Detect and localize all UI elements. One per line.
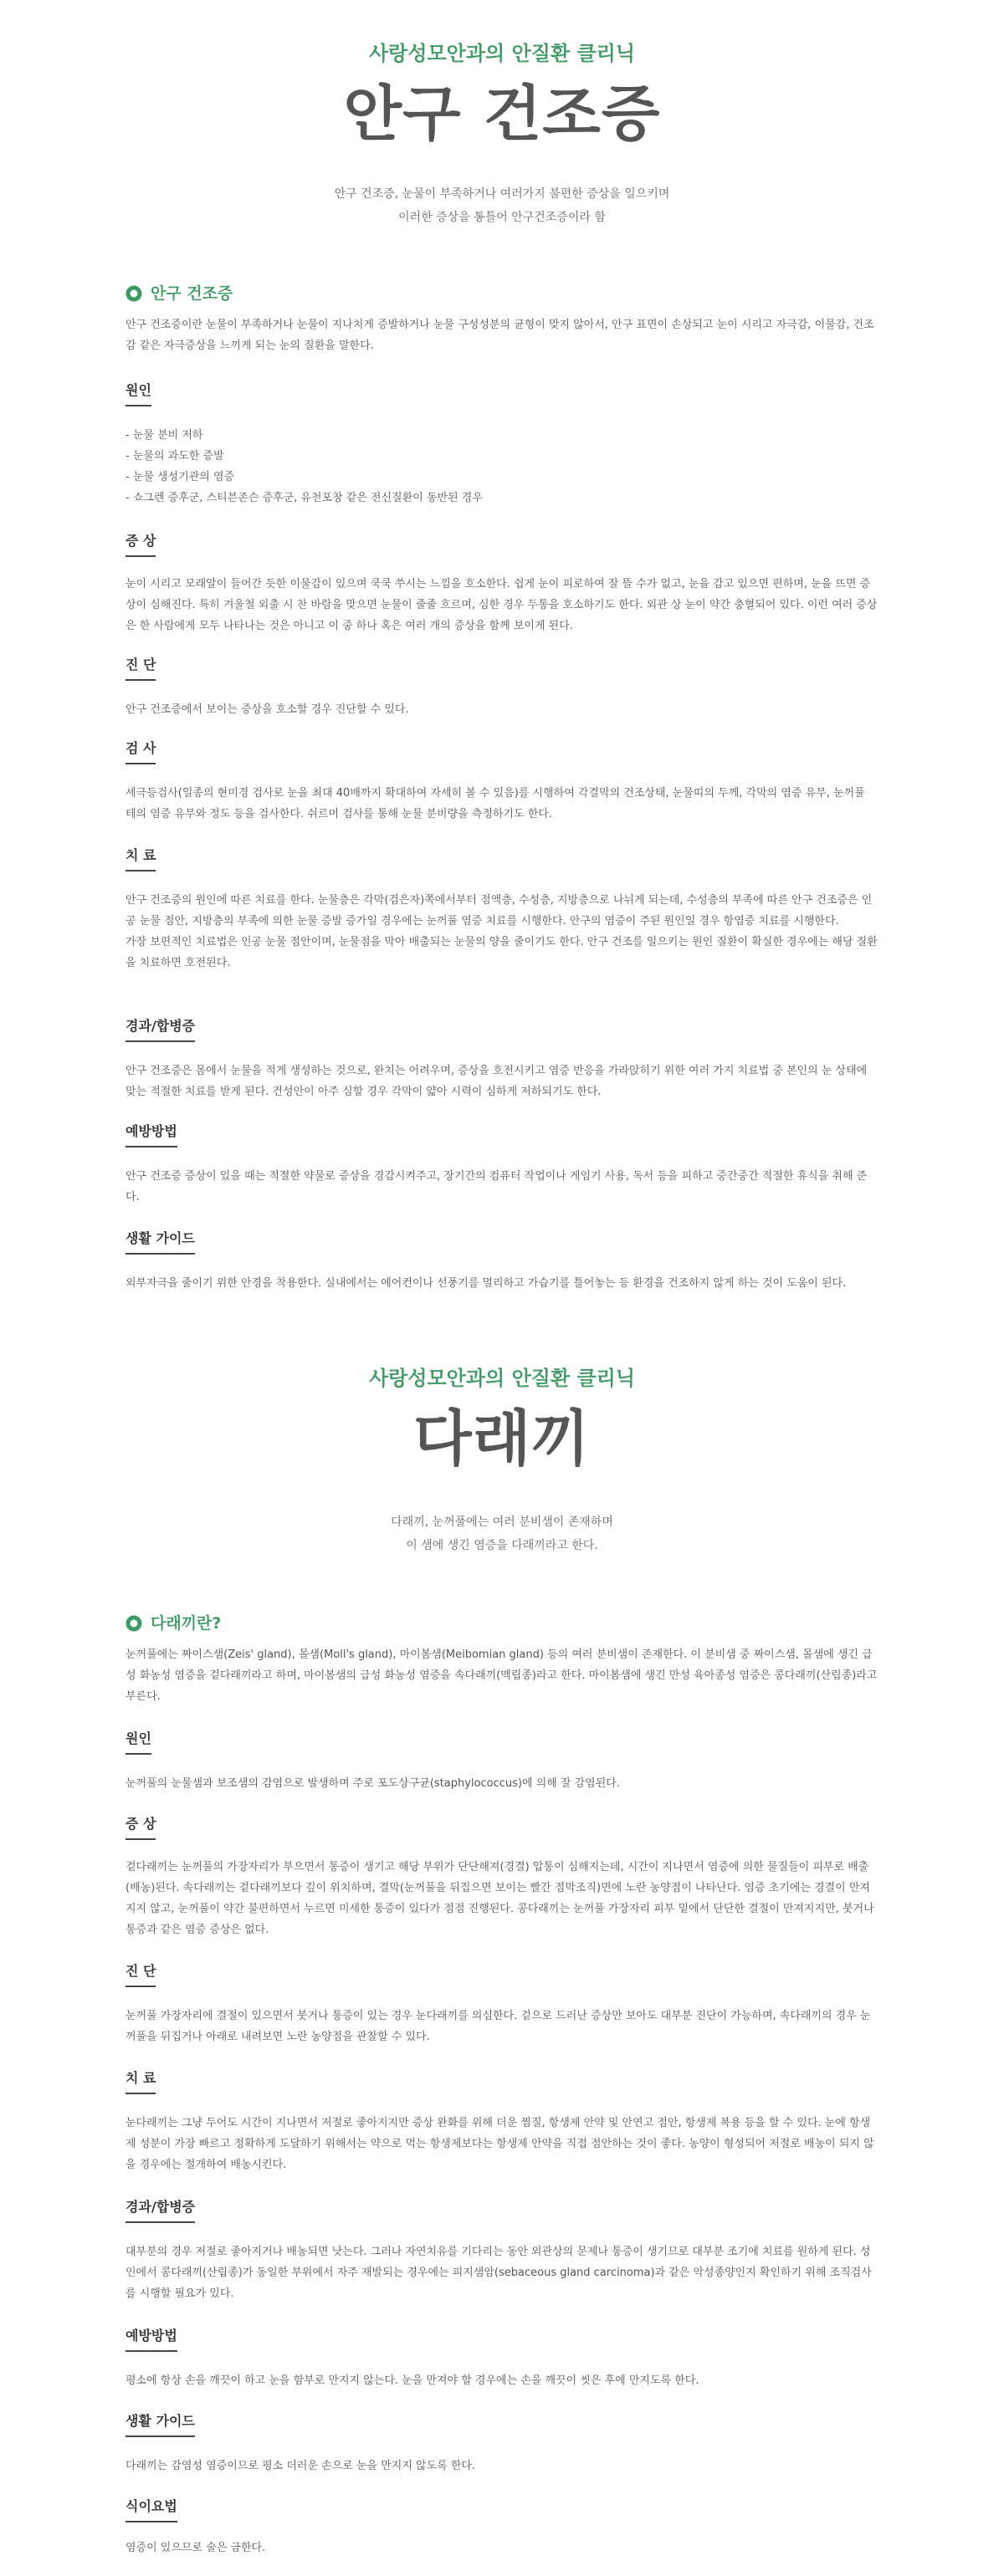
dry-eye-content [126, 281, 878, 1301]
hero-title: 다래끼 [413, 1403, 591, 1474]
guide-text: 외부자극을 줄이기 위한 안경을 착용한다. 실내에서는 에어컨이나 선풍기를 멀리하고 가습기를 틀어놓는 등 환경을 건조하지 않게 하는 것이 도움이 된다. [126, 1277, 847, 1290]
hero-desc-line2: 이 샘에 생긴 염증을 다래끼라고 한다. [406, 1539, 598, 1552]
hero-title: 안구 건조증 [343, 79, 661, 149]
green-ring-icon [126, 285, 142, 302]
section-heading-text: 다래끼란? [151, 1614, 222, 1633]
symptom-text: 겉다래끼는 눈꺼풀의 가장자리가 부으면서 통증이 생기고 해당 부위가 단단해져(경결) 압통이 심해지는데, 시간이 지나면서 염증에 의한 물질들이 피부로 배출(배농)된다. 속다래끼는 겉다래끼보다 깊이 위치하며, 결막(눈꺼풀을 뒤집으면 보이는 빨간 점막조직)면에 노란 농양점이 나타난다. 염증 초기에는 경결이 만져지지 않고, 눈꺼풀이 약간 불편하면서 누르면 미세한 통증이 있다가 점점 진행된다. 콩다래끼는 눈꺼풀 가장자리 피부 밑에서 단단한 결절이 만져지지만, 붓거나 통증과 같은 염증 증상은 없다. [126, 1861, 874, 1936]
symptom-text: 눈이 시리고 모래알이 들어간 듯한 이물감이 있으며 쿡쿡 쑤시는 느낌을 호소한다. 쉽게 눈이 피로하여 잘 뜰 수가 없고, 눈을 감고 있으면 편하며, 눈을 뜨면 증상이 심해진다. 특히 겨울철 외출 시 찬 바람을 맞으면 눈물이 줄줄 흐르며, 심한 경우 두통을 호소하기도 한다. 외관 상 눈이 약간 충혈되어 있다. 이런 여러 증상은 한 사람에게 모두 나타나는 것은 아니고 이 중 하나 혹은 여러 개의 증상을 함께 보이게 된다. [126, 578, 878, 632]
section-heading [126, 281, 878, 306]
section-heading-text: 안구 건조증 [151, 284, 233, 303]
prevention-heading: 예방방법 [126, 2327, 177, 2352]
list-item: - 눈물의 과도한 증발 [126, 450, 224, 463]
guide-heading: 생활 가이드 [126, 1229, 195, 1255]
diet-text: 염증이 있으므로 술은 금한다. [126, 2542, 266, 2554]
hero-subtitle: 사랑성모안과의 안질환 클리닉 [368, 1367, 636, 1390]
intro-text: 눈꺼풀에는 짜이스샘(Zeis' gland), 몰샘(Moll's gland), 마이봄샘(Meibomian gland) 등의 여러 분비샘이 존재한다. 이 분비샘 중 짜이스샘, 몰샘에 생긴 급성 화농성 염증을 겉다래끼라고 하며, 마이봄샘의 급성 화농성 염증을 속다래끼(맥립종)라고 한다. 마이봄샘에 생긴 만성 육아종성 염증은 콩다래끼(산립종)라고 부른다. [126, 1648, 878, 1703]
treatment-heading: 치 료 [126, 2069, 156, 2094]
prevention-text: 안구 건조증 증상이 있을 때는 적절한 약물로 증상을 경감시켜주고, 장기간의 컴퓨터 작업이나 게임기 사용, 독서 등을 피하고 중간중간 적절한 휴식을 취해 준다. [126, 1170, 868, 1204]
list-item: - 쇼그렌 증후군, 스티븐존슨 증후군, 유천포창 같은 전신질환이 동반된 경우 [126, 492, 483, 504]
stye-content [126, 1611, 878, 2556]
guide-text: 다래끼는 감염성 염증이므로 평소 더러운 손으로 눈을 만지지 않도록 한다. [126, 2460, 476, 2472]
diagnosis-heading: 진 단 [126, 656, 156, 681]
treatment-heading: 치 료 [126, 846, 156, 871]
cause-heading: 원인 [126, 381, 151, 406]
hero-desc-line1: 안구 건조증, 눈물이 부족하거나 여러가지 불편한 증상을 일으키며 [334, 187, 670, 201]
intro-text: 안구 건조증이란 눈물이 부족하거나 눈물이 지나치게 증발하거나 눈물 구성성분의 균형이 맞지 않아서, 안구 표면이 손상되고 눈이 시리고 자극감, 이물감, 건조감 같은 자극증상을 느끼게 되는 눈의 질환을 말한다. [126, 319, 874, 352]
list-item: - 눈물 생성기관의 염증 [126, 471, 235, 483]
cause-list [126, 425, 878, 509]
green-ring-icon [126, 1615, 142, 1632]
section-heading [126, 1611, 878, 1636]
course-heading: 경과/합병증 [126, 1017, 195, 1042]
exam-text: 세극등검사(일종의 현미경 검사로 눈을 최대 40배까지 확대하여 자세히 볼 수 있음)를 시행하여 각결막의 건조상태, 눈물띠의 두께, 각막의 염증 유무, 눈꺼풀 테의 염증 유무와 정도 등을 검사한다. 쉬르머 검사를 통해 눈물 분비량을 측정하기도 한다. [126, 787, 865, 820]
treatment-text: 눈다래끼는 그냥 두어도 시간이 지나면서 저절로 좋아지지만 증상 완화를 위해 더운 찜질, 항생제 안약 및 안연고 점안, 항생제 복용 등을 할 수 있다. 눈에 항생제 성분이 가장 빠르고 정확하게 도달하기 위해서는 약으로 먹는 항생제보다는 항생제 안약을 직접 점안하는 것이 좋다. 농양이 형성되어 저절로 배농이 되지 않을 경우에는 절개하여 배농시킨다. [126, 2117, 874, 2171]
course-text: 대부분의 경우 저절로 좋아지거나 배농되면 낫는다. 그러나 자연치유를 기다리는 동안 외관상의 문제나 통증이 생기므로 대부분 조기에 치료를 원하게 된다. 성인에서 콩다래끼(산립종)가 동일한 부위에서 자주 재발되는 경우에는 피지샘암(sebaceous gland carcinoma)과 같은 악성종양인지 확인하기 위해 조직검사를 시행할 필요가 있다. [126, 2246, 872, 2300]
treatment-text-1: 안구 건조증의 원인에 따른 치료를 한다. 눈물층은 각막(검은자)쪽에서부터 점액층, 수성층, 지방층으로 나뉘게 되는데, 수성층의 부족에 따른 안구 건조증은 인공 눈물 점안, 지방층의 부족에 의한 눈물 증발 증가일 경우에는 눈꺼풀 염증 치료를 시행한다. 안구의 염증이 주된 원인일 경우 항염증 치료를 시행한다. [126, 894, 873, 928]
cause-heading: 원인 [126, 1730, 151, 1755]
course-text: 안구 건조증은 몸에서 눈물을 적게 생성하는 것으로, 완치는 어려우며, 증상을 호전시키고 염증 반응을 가라앉히기 위한 여러 가지 치료법 중 본인의 눈 상태에 맞는 적절한 치료를 받게 된다. 건성안이 아주 심할 경우 각막이 얇아 시력이 심하게 저하되기도 한다. [126, 1065, 868, 1098]
hero-dry-eye [126, 40, 878, 229]
hero-desc-line2: 이러한 증상을 통틀어 안구건조증이라 함 [398, 211, 606, 224]
course-heading: 경과/합병증 [126, 2198, 195, 2223]
symptom-heading: 증 상 [126, 532, 156, 557]
list-item: - 눈물 분비 저하 [126, 429, 203, 442]
diagnosis-text: 안구 건조증에서 보이는 증상을 호소할 경우 진단할 수 있다. [126, 703, 409, 716]
hero-stye [126, 1365, 878, 1557]
prevention-text: 평소에 항상 손을 깨끗이 하고 눈을 함부로 만지지 않는다. 눈을 만져야 할 경우에는 손을 깨끗이 씻은 후에 만지도록 한다. [126, 2374, 699, 2387]
prevention-heading: 예방방법 [126, 1122, 177, 1147]
treatment-text-2: 가장 보편적인 치료법은 인공 눈물 점안이며, 눈물점을 막아 배출되는 눈물의 양을 줄이기도 한다. 안구 건조를 일으키는 원인 질환이 확실한 경우에는 해당 질환을 치료하면 호전된다. [126, 936, 878, 969]
diagnosis-heading: 진 단 [126, 1962, 156, 1987]
guide-heading: 생활 가이드 [126, 2412, 195, 2437]
hero-subtitle: 사랑성모안과의 안질환 클리닉 [368, 42, 636, 65]
hero-desc-line1: 다래끼, 눈꺼풀에는 여러 분비샘이 존재하며 [391, 1515, 613, 1529]
exam-heading: 검 사 [126, 739, 156, 764]
diet-heading: 식이요법 [126, 2497, 177, 2522]
cause-text: 눈꺼풀의 눈물샘과 보조샘의 감염으로 발생하며 주로 포도상구균(staphylococcus)에 의해 잘 감염된다. [126, 1777, 620, 1790]
diagnosis-text: 눈꺼풀 가장자리에 결절이 있으면서 붓거나 통증이 있는 경우 눈다래끼를 의심한다. 겉으로 드러난 증상만 보아도 대부분 진단이 가능하며, 속다래끼의 경우 눈꺼풀을 뒤집거나 아래로 내려보면 노란 농양점을 관찰할 수 있다. [126, 2010, 871, 2043]
symptom-heading: 증 상 [126, 1815, 156, 1840]
